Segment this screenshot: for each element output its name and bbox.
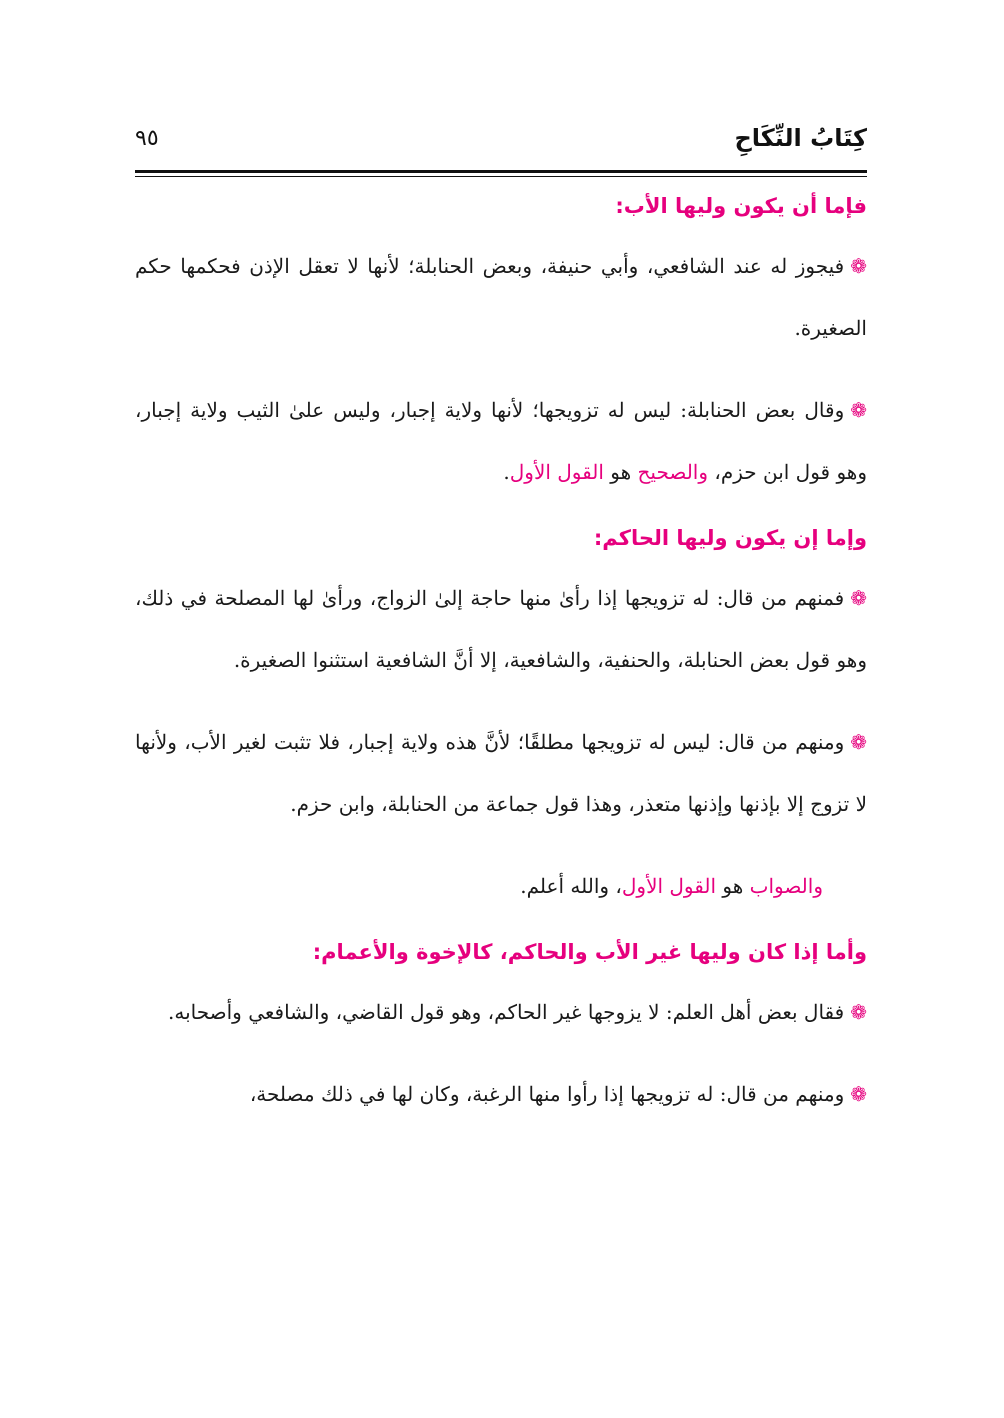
highlight-first-opinion: القول الأول xyxy=(621,874,717,898)
highlight-correct: والصحيح xyxy=(637,460,709,484)
header-rule-thick xyxy=(135,170,867,173)
paragraph: ❁فمنهم من قال: له تزويجها إذا رأىٰ منها حاجة إلىٰ الزواج، ورأىٰ لها المصلحة في ذلك، وهو قول بعض الحنابلة، والحنفية، والشافعية، إلا أنَّ الشافعية استثنوا الصغيرة. xyxy=(135,586,867,672)
paragraph: ❁ومنهم من قال: له تزويجها إذا رأوا منها الرغبة، وكان لها في ذلك مصلحة، xyxy=(249,1082,867,1106)
book-page xyxy=(135,120,867,1145)
flower-ornament-icon: ❁ xyxy=(850,586,867,610)
flower-ornament-icon: ❁ xyxy=(850,398,867,422)
paragraph: ❁ومنهم من قال: ليس له تزويجها مطلقًا؛ لأنَّ هذه ولاية إجبار، فلا تثبت لغير الأب، ولأنها لا تزوج إلا بإذنها وإذنها متعذر، وهذا قول جماعة من الحنابلة، وابن حزم. xyxy=(135,730,867,816)
paragraph: ❁وقال بعض الحنابلة: ليس له تزويجها؛ لأنها ولاية إجبار، وليس علىٰ الثيب ولاية إجبار، وهو قول ابن حزم، والصحيح هو القول الأول. xyxy=(135,398,867,484)
section-heading-judge: وإما إن يكون وليها الحاكم: xyxy=(593,526,867,550)
highlight-first-opinion: القول الأول xyxy=(509,460,604,484)
paragraph: ❁فقال بعض أهل العلم: لا يزوجها غير الحاكم، وهو قول القاضي، والشافعي وأصحابه. xyxy=(167,1000,867,1024)
running-title: كِتَابُ النِّكَاحِ xyxy=(734,124,867,152)
flower-ornament-icon: ❁ xyxy=(850,730,867,754)
header-rule-thin xyxy=(135,176,867,177)
page-number: ٩٥ xyxy=(135,126,159,151)
highlight-right: والصواب xyxy=(749,874,823,898)
conclusion: والصواب هو القول الأول، والله أعلم. xyxy=(520,874,823,898)
page-header xyxy=(135,120,867,166)
flower-ornament-icon: ❁ xyxy=(850,254,867,278)
flower-ornament-icon: ❁ xyxy=(850,1082,867,1106)
flower-ornament-icon: ❁ xyxy=(850,1000,867,1024)
paragraph: ❁فيجوز له عند الشافعي، وأبي حنيفة، وبعض الحنابلة؛ لأنها لا تعقل الإذن فحكمها حكم الصغيرة. xyxy=(135,254,867,340)
section-heading-father: فإما أن يكون وليها الأب: xyxy=(615,194,867,218)
section-heading-other-guardians: وأما إذا كان وليها غير الأب والحاكم، كالإخوة والأعمام: xyxy=(312,940,867,964)
